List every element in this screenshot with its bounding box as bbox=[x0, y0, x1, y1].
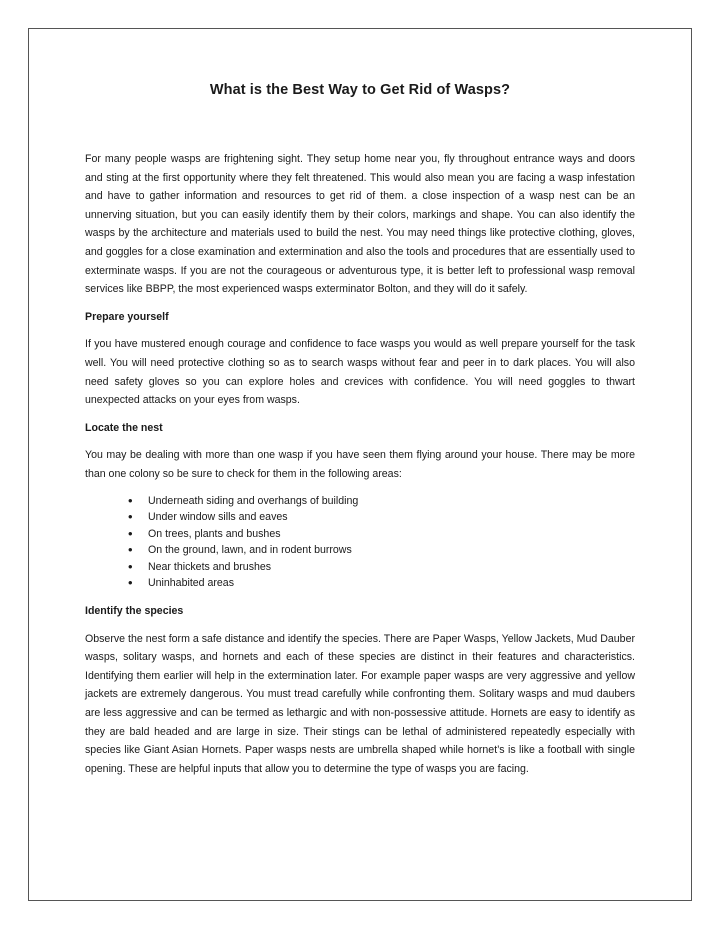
list-item: • Near thickets and brushes bbox=[128, 559, 635, 576]
section-paragraph-locate: You may be dealing with more than one wasp if you have seen them flying around your house. There may be more than one colony so be sure to check for them in the following areas: bbox=[85, 449, 635, 480]
section-paragraph-prepare: If you have mustered enough courage and confidence to face wasps you would as well prepare yourself for the task well. You will need protective clothing so as to search wasps without fear and peer in to dark places. You will also need safety gloves so you can explore holes and crevices with confidence. You will need goggles to thwart unexpected attacks on your eyes from wasps. bbox=[85, 338, 635, 407]
section-heading-prepare: Prepare yourself bbox=[85, 310, 169, 323]
list-item: • Uninhabited areas bbox=[128, 575, 635, 592]
document-title: What is the Best Way to Get Rid of Wasps? bbox=[209, 82, 511, 98]
document-body bbox=[85, 82, 635, 787]
list-item: • Underneath siding and overhangs of building bbox=[128, 493, 635, 510]
nest-location-list bbox=[85, 493, 635, 593]
section-paragraph-identify: Observe the nest form a safe distance and identify the species. There are Paper Wasps, Yellow Jackets, Mud Dauber wasps, solitary wasps, and hornets and each of these species are distinct in their features and characteristics. Identifying them earlier will help in the extermination later. For example paper wasps are very aggressive and yellow jackets are extremely dangerous. You must tread carefully while confronting them. Solitary wasps and mud daubers are less aggressive and can be termed as lethargic and with non-possessive attitude. Hornets are easy to identify as they are bald headed and are large in size. Their stings can be lethal of administered repeatedly especially with species like Giant Asian Hornets. Paper wasps nests are umbrella shaped while hornet’s is like a football with single opening. These are helpful inputs that allow you to determine the type of wasps you are facing. bbox=[85, 632, 635, 775]
list-item: • On the ground, lawn, and in rodent burrows bbox=[128, 542, 635, 559]
section-heading-identify: Identify the species bbox=[85, 605, 184, 618]
list-item: • On trees, plants and bushes bbox=[128, 526, 635, 543]
intro-paragraph: For many people wasps are frightening sight. They setup home near you, fly throughout entrance ways and doors and sting at the first opportunity where they felt threatened. This would also mean you are facing a wasp infestation and have to gather information and resources to get rid of them. a close inspection of a wasp nest can be an unnerving situation, but you can easily identify them by their colors, markings and shape. You can also identify the wasps by the architecture and materials used to build the nest. You may need things like protective clothing, gloves, and goggles for a close examination and extermination and also the tools and procedures that are essentially used to exterminate wasps. If you are not the courageous or adventurous type, it is better left to professional wasp removal services like BBPP, the most experienced wasps exterminator Bolton, and they will do it safely. bbox=[85, 153, 635, 296]
list-item: • Under window sills and eaves bbox=[128, 509, 635, 526]
section-heading-locate: Locate the nest bbox=[85, 421, 163, 434]
